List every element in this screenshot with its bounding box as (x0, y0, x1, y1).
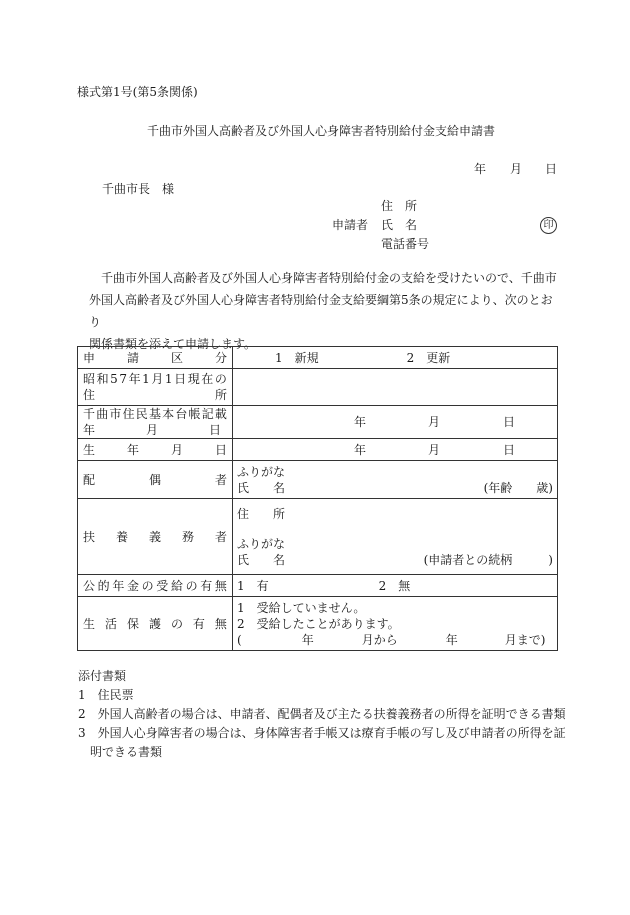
label-char: の (214, 372, 227, 386)
birth-label (83, 442, 227, 458)
label-char: 記 (201, 407, 214, 421)
applicant-address-label: 住 所 (381, 199, 418, 213)
attachment-item-1: 1 住民票 (78, 688, 134, 702)
supporter-label (83, 529, 227, 545)
label-char: 和 (96, 372, 109, 386)
label-char: 日 (208, 423, 221, 437)
label-char: 台 (175, 407, 188, 421)
welfare-label (83, 616, 227, 632)
spouse-furigana-label: ふりがな (237, 464, 286, 479)
label-char: 区 (170, 350, 183, 365)
s57-address-value[interactable] (233, 369, 558, 406)
category-new-option[interactable]: 1 新規 (275, 350, 319, 365)
s57-address-label-1 (83, 371, 227, 387)
category-label (83, 350, 227, 366)
label-char: 者 (214, 472, 227, 487)
attachment-item-2: 2 外国人高齢者の場合は、申請者、配偶者及び主たる扶養義務者の所得を証明できる書類 (78, 707, 566, 721)
label-char: 日 (214, 442, 227, 457)
date-month-label: 月 (510, 162, 523, 176)
request-paragraph (89, 267, 557, 355)
label-char: 千 (83, 407, 96, 421)
label-char: 活 (104, 616, 117, 631)
application-table (77, 346, 558, 651)
registry-label-1 (83, 406, 227, 422)
label-char: 受 (156, 578, 169, 593)
label-char: 7 (119, 372, 127, 386)
supporter-name-label: 氏 名 (237, 552, 286, 567)
label-char: 年 (126, 442, 139, 457)
label-char: 務 (181, 529, 194, 544)
label-char: 市 (109, 407, 122, 421)
label-char: 分 (214, 350, 227, 365)
registry-month: 月 (428, 415, 441, 429)
label-char: 月 (151, 372, 164, 386)
welfare-period-from: 月から (361, 632, 398, 647)
category-renew-option[interactable]: 2 更新 (406, 350, 451, 365)
spouse-label (83, 472, 227, 488)
attachment-item-3: 3 外国人心身障害者の場合は、身体障害者手帳又は療育手帳の写し及び申請者の所得を証 (78, 726, 566, 740)
date-year-label: 年 (474, 162, 487, 176)
label-char: 帳 (188, 407, 201, 421)
label-char: 年 (128, 372, 141, 386)
supporter-address-label: 住 所 (237, 506, 286, 521)
form-number: 様式第1号(第5条関係) (77, 85, 198, 99)
label-char: 現 (187, 372, 200, 386)
supporter-furigana-label: ふりがな (237, 536, 286, 551)
row-supporter (78, 499, 558, 575)
label-char: 扶 (83, 529, 96, 544)
label-char: 保 (126, 616, 139, 631)
addressee: 千曲市長 様 (102, 182, 175, 196)
label-char: 無 (214, 616, 227, 631)
label-char: 配 (83, 472, 96, 487)
label-char: 生 (83, 616, 96, 631)
label-char: 基 (148, 407, 161, 421)
supporter-relation-label: (申請者との続柄 ) (423, 552, 553, 567)
label-char: 1 (164, 372, 173, 386)
birth-month: 月 (428, 442, 441, 457)
seal-mark (540, 217, 557, 234)
label-char: 有 (200, 578, 213, 593)
label-char: 月 (145, 423, 158, 437)
label-char: 載 (214, 407, 227, 421)
spouse-age-label: (年齢 歳) (483, 480, 553, 495)
label-char: の (185, 578, 198, 593)
label-char: 昭 (83, 372, 96, 386)
request-line-3: 関係書類を添えて申請します。 (89, 337, 257, 351)
seal-icon: 印 (540, 217, 557, 234)
label-char: 年 (112, 578, 125, 593)
label-char: 公 (83, 578, 96, 593)
label-char: 無 (214, 578, 227, 593)
label-char: 曲 (96, 407, 109, 421)
attachments-title: 添付書類 (78, 669, 127, 683)
registry-label-2 (83, 422, 221, 438)
row-welfare (78, 597, 558, 651)
pension-no-option[interactable]: 2 無 (378, 578, 411, 593)
label-char: 者 (214, 529, 227, 544)
welfare-period-year1: 年 (301, 632, 314, 647)
label-char: 5 (110, 372, 118, 386)
row-birth (78, 439, 558, 461)
label-char: 有 (192, 616, 205, 631)
row-spouse (78, 461, 558, 499)
label-char: 請 (126, 350, 139, 365)
row-category (78, 347, 558, 369)
label-char: 申 (83, 350, 96, 365)
label-char: 偶 (148, 472, 161, 487)
label-char: 日 (174, 372, 187, 386)
row-s57-address (78, 369, 558, 406)
registry-year: 年 (354, 415, 367, 429)
welfare-period-open: ( (237, 632, 242, 647)
label-char: 年 (83, 423, 96, 437)
label-char: 生 (83, 442, 96, 457)
pension-label (83, 578, 227, 594)
label-char: 住 (83, 388, 96, 402)
label-char: 月 (170, 442, 183, 457)
attachment-item-3-cont: 明できる書類 (90, 745, 163, 759)
label-char: 的 (97, 578, 110, 593)
label-char: の (170, 616, 183, 631)
label-char: 住 (122, 407, 135, 421)
spouse-name-label: 氏 名 (237, 480, 286, 495)
birth-day: 日 (503, 442, 516, 457)
welfare-period-until: 月まで) (504, 632, 546, 647)
welfare-not-received[interactable]: 1 受給していません。 (237, 600, 366, 615)
label-char: 給 (170, 578, 183, 593)
applicant-label: 申請者 (332, 218, 369, 232)
label-char: 本 (162, 407, 175, 421)
page-title: 千曲市外国人高齢者及び外国人心身障害者特別給付金支給申請書 (147, 124, 496, 138)
date-day-label: 日 (545, 162, 558, 176)
request-line-2: 外国人高齢者及び外国人心身障害者特別給付金支給要綱第5条の規定により、次のとおり (89, 293, 553, 329)
label-char: 1 (142, 372, 150, 386)
row-pension (78, 575, 558, 597)
request-line-1: 千曲市外国人高齢者及び外国人心身障害者特別給付金の支給を受けたいので、千曲市 (101, 271, 557, 285)
welfare-received[interactable]: 2 受給したことがあります。 (237, 616, 400, 631)
s57-address-label-2 (83, 387, 227, 403)
label-char: 所 (214, 388, 227, 402)
pension-yes-option[interactable]: 1 有 (237, 578, 269, 593)
label-char: 民 (135, 407, 148, 421)
label-char: の (141, 578, 154, 593)
registry-day: 日 (503, 415, 516, 429)
welfare-period-year2: 年 (445, 632, 458, 647)
label-char: 義 (148, 529, 161, 544)
birth-year: 年 (354, 442, 367, 457)
label-char: 護 (148, 616, 161, 631)
applicant-name-label: 氏 名 (381, 218, 418, 232)
row-registry-date (78, 406, 558, 439)
label-char: 金 (126, 578, 139, 593)
applicant-phone-label: 電話番号 (381, 237, 430, 251)
label-char: 養 (115, 529, 128, 544)
label-char: 在 (201, 372, 214, 386)
